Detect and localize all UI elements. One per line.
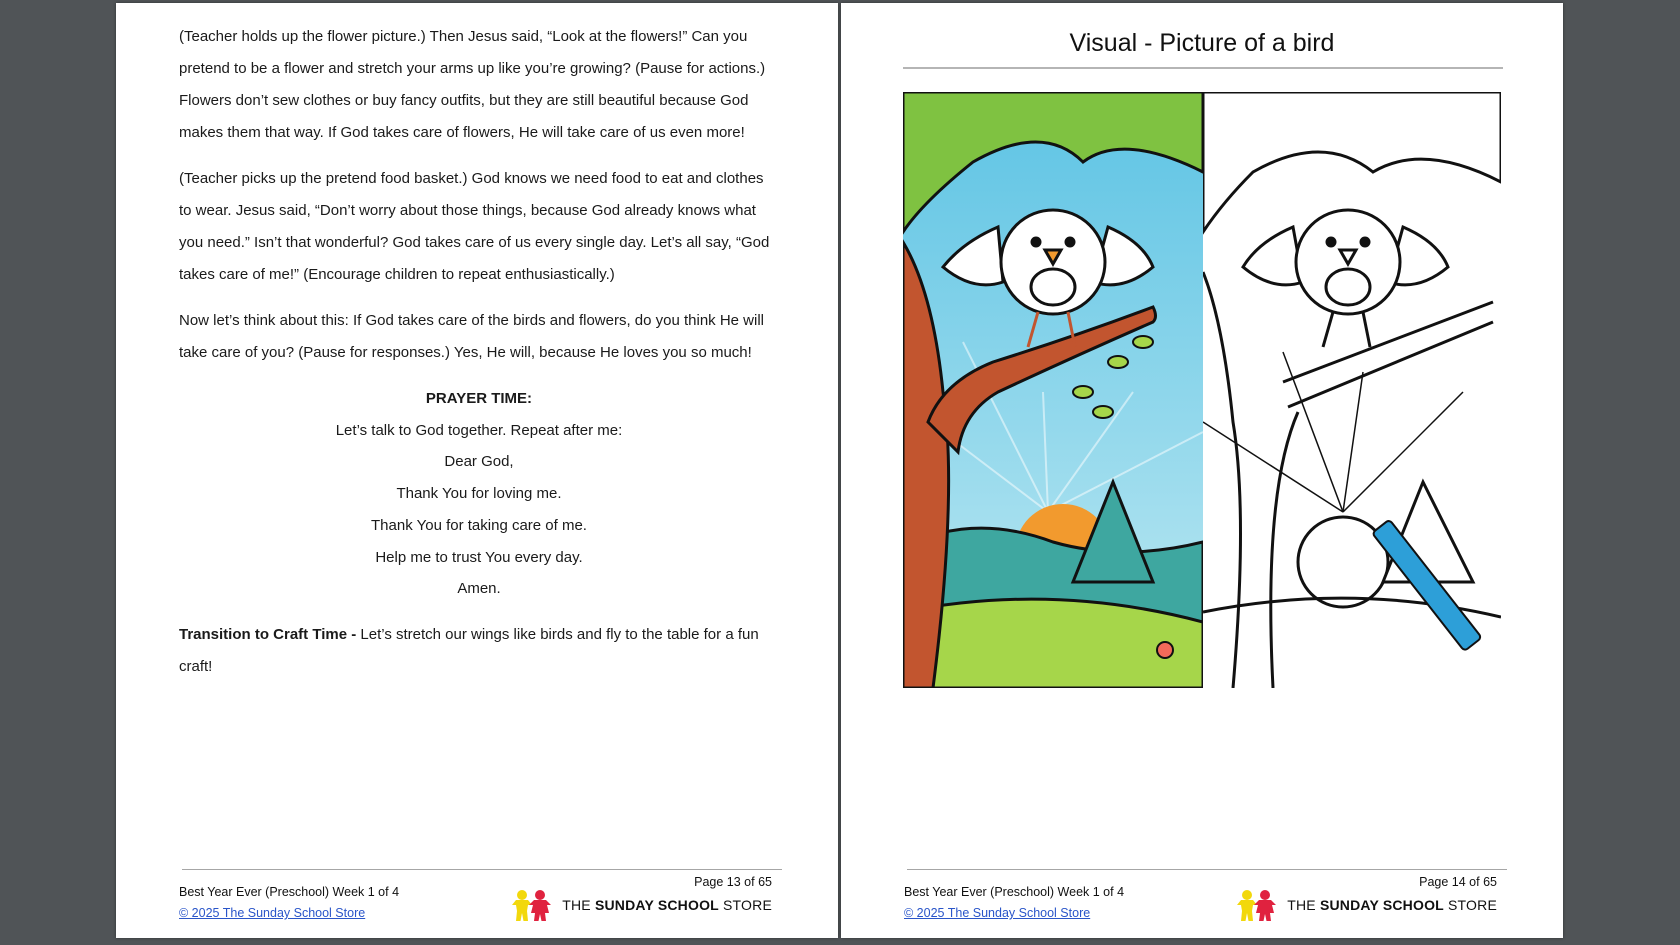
prayer-heading: PRAYER TIME: (425, 390, 533, 407)
bird-picture (903, 92, 1501, 688)
lesson-body (179, 21, 779, 697)
footer-series: Best Year Ever (Preschool) Week 1 of 4 (179, 885, 400, 899)
brand-logo (1235, 889, 1497, 921)
page-number: Page 13 of 65 (694, 875, 772, 889)
footer-divider (907, 869, 1507, 870)
paper-dolls-icon (1235, 889, 1279, 921)
brand-name: THE SUNDAY SCHOOL STORE (562, 897, 772, 913)
footer-copyright-link[interactable]: © 2025 The Sunday School Store (179, 906, 366, 920)
prayer-line: Dear God, (444, 453, 514, 471)
footer-series: Best Year Ever (Preschool) Week 1 of 4 (904, 885, 1125, 899)
prayer-line: Amen. (457, 580, 501, 598)
bird-illustration (903, 92, 1501, 688)
paper-dolls-icon (510, 889, 554, 921)
document-page-13 (116, 3, 838, 938)
transition-label: Transition to Craft Time - (179, 625, 361, 643)
paragraph-think-about: Now let’s think about this: If God takes care of the birds and flowers, do you think He will take care of you? (Pause for responses.) Yes, He will, because He loves you so much! (179, 312, 765, 361)
prayer-line: Thank You for taking care of me. (371, 516, 587, 534)
paragraph-food-basket: (Teacher picks up the pretend food basket.) God knows we need food to eat and clothes to wear. Jesus said, “Don’t worry about those things, because God already knows what you need.” Isn’t that wonderful? God takes care of us every single day. Let’s all say, “God takes care of me!” (Encourage children to repeat enthusiastically.) (179, 170, 770, 283)
footer-copyright-link[interactable]: © 2025 The Sunday School Store (904, 906, 1091, 920)
footer-divider (182, 869, 782, 870)
prayer-line: Let’s talk to God together. Repeat after me: (335, 421, 623, 439)
prayer-line: Thank You for loving me. (396, 485, 562, 503)
title-divider (903, 67, 1503, 69)
page-number: Page 14 of 65 (1419, 875, 1497, 889)
transition-text: Let’s stretch our wings like birds and fly to the table for a fun craft! (179, 625, 759, 675)
brand-name: THE SUNDAY SCHOOL STORE (1287, 897, 1497, 913)
brand-logo (510, 889, 772, 921)
prayer-line: Help me to trust You every day. (375, 548, 583, 566)
transition-paragraph (179, 619, 779, 683)
paragraph-flowers: (Teacher holds up the flower picture.) Then Jesus said, “Look at the flowers!” Can you pretend to be a flower and stretch your arms up like you’re growing? (Pause for actions.) Flowers don’t sew clothes or buy fancy outfits, but they are still beautiful because God makes them that way. If God takes care of flowers, He will take care of us even more! (179, 28, 766, 141)
document-page-14 (841, 3, 1563, 938)
prayer-section (179, 383, 779, 605)
page-title: Visual - Picture of a bird (1069, 29, 1335, 57)
